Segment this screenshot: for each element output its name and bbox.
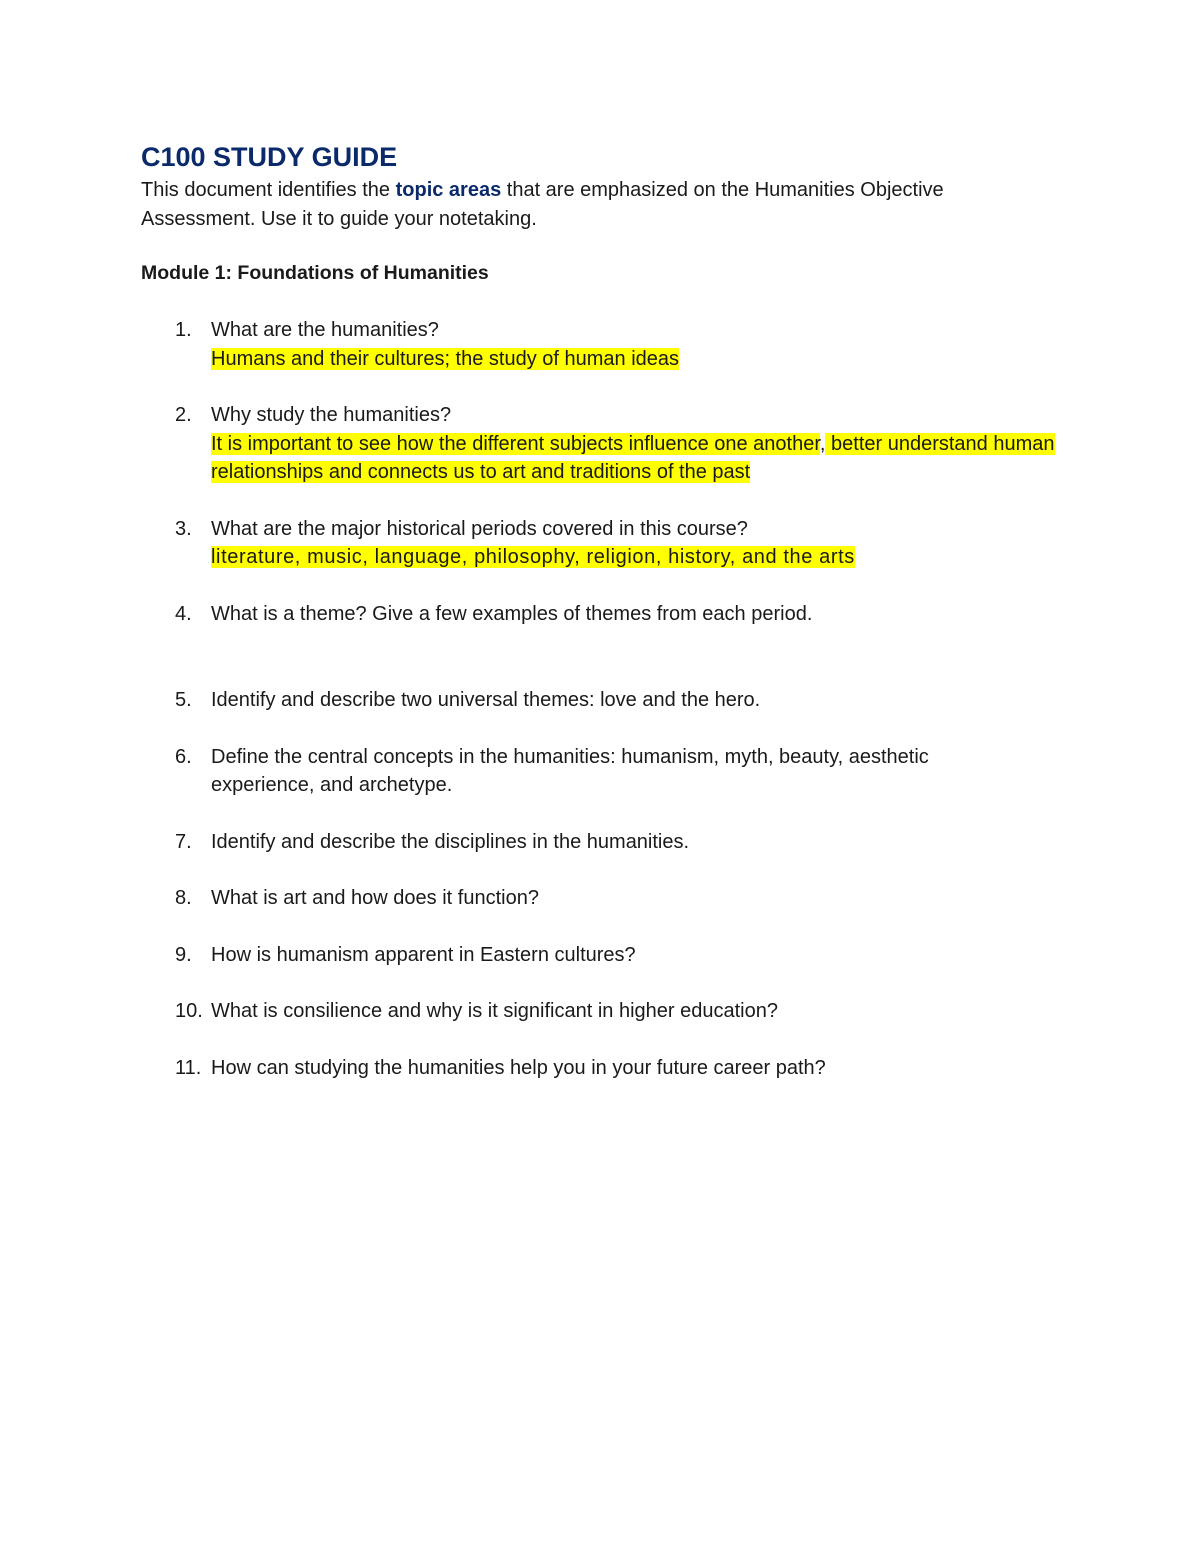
question-item-6 xyxy=(141,743,1031,800)
question-item-4 xyxy=(141,600,1081,629)
highlighted-answer: It is important to see how the different subjects influence one another xyxy=(211,432,820,455)
question-item-3 xyxy=(141,515,1081,572)
intro-paragraph xyxy=(141,176,1041,233)
question-number: 7. xyxy=(175,830,192,853)
question-number: 11. xyxy=(175,1056,202,1079)
question-number: 9. xyxy=(175,943,192,966)
question-text: What is a theme? Give a few examples of themes from each period. xyxy=(211,602,813,625)
question-item-7 xyxy=(141,828,1081,857)
question-text: What are the major historical periods covered in this course? xyxy=(211,517,748,540)
question-number: 1. xyxy=(175,319,192,341)
document-title: C100 STUDY GUIDE xyxy=(141,142,398,172)
question-item-1 xyxy=(141,316,1081,373)
answer-text xyxy=(211,543,1081,572)
question-item-11 xyxy=(141,1054,1081,1083)
answer-text xyxy=(211,345,1081,374)
question-text: Identify and describe two universal themes: love and the hero. xyxy=(211,689,761,711)
question-text: What is art and how does it function? xyxy=(211,887,539,909)
question-list xyxy=(141,316,1081,1082)
question-number: 5. xyxy=(175,689,192,711)
module-heading: Module 1: Foundations of Humanities xyxy=(141,262,489,284)
question-text: What are the humanities? xyxy=(211,319,439,341)
answer-text xyxy=(211,430,1081,487)
intro-emphasis: topic areas xyxy=(395,179,502,201)
answer-separator: , xyxy=(819,432,826,455)
question-item-2 xyxy=(141,401,1081,487)
question-text: How is humanism apparent in Eastern cultures? xyxy=(211,943,636,966)
document-page xyxy=(141,142,1081,1082)
highlighted-answer: literature, music, language, philosophy, religion, history, and the arts xyxy=(211,546,855,568)
question-item-10 xyxy=(141,997,1081,1026)
question-number: 2. xyxy=(175,404,192,426)
question-text: What is consilience and why is it significant in higher education? xyxy=(211,1000,778,1022)
question-item-5 xyxy=(141,686,1081,715)
question-number: 4. xyxy=(175,602,192,625)
highlighted-answer: better understand human relationships and connects us to art and traditions of the past xyxy=(211,432,1055,483)
question-text: Define the central concepts in the humanities: humanism, myth, beauty, aesthetic experience, and archetype. xyxy=(211,745,929,796)
highlighted-answer: Humans and their cultures; the study of human ideas xyxy=(211,347,680,370)
question-item-9 xyxy=(141,941,1081,970)
question-text: How can studying the humanities help you in your future career path? xyxy=(211,1056,826,1079)
question-number: 3. xyxy=(175,517,192,540)
intro-text-after: that are emphasized on the Humanities Objective Assessment. Use it to guide your notetaking. xyxy=(141,179,944,230)
question-number: 8. xyxy=(175,887,192,909)
question-text: Why study the humanities? xyxy=(211,404,452,426)
intro-text-before: This document identifies the xyxy=(141,179,396,201)
question-text: Identify and describe the disciplines in the humanities. xyxy=(211,830,690,853)
question-number: 10. xyxy=(175,1000,203,1022)
question-item-8 xyxy=(141,884,1081,913)
question-number: 6. xyxy=(175,745,192,768)
